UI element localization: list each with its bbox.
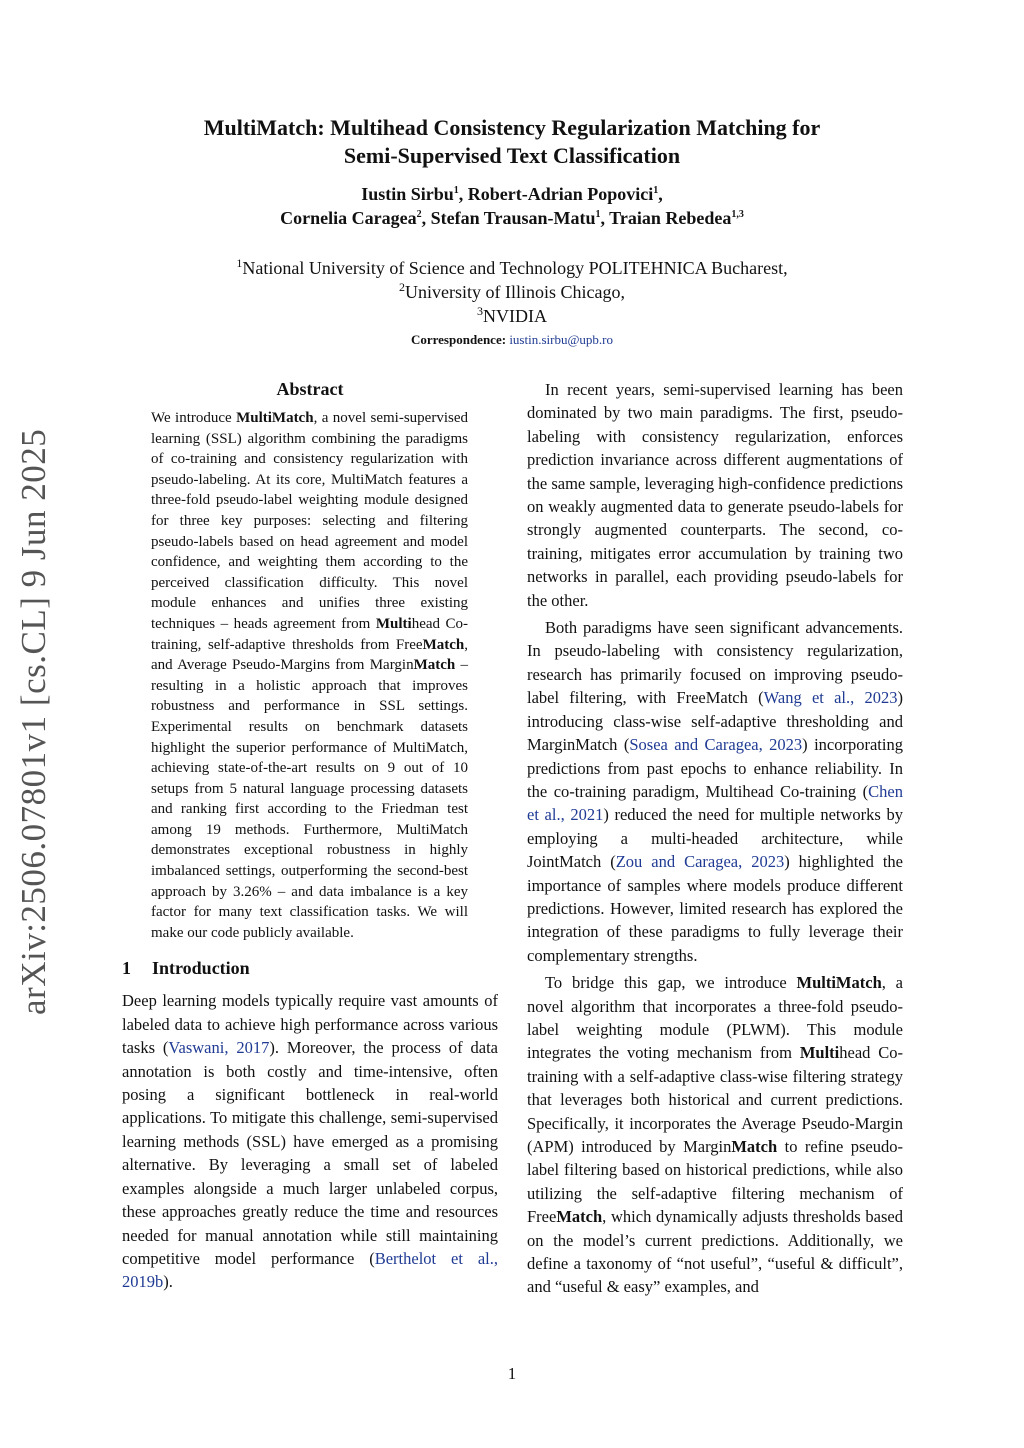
bold-text: Match	[556, 1207, 603, 1227]
arxiv-stamp: arXiv:2506.07801v1 [cs.CL] 9 Jun 2025	[14, 428, 53, 1015]
affiliation	[0, 256, 1024, 280]
author-name: Traian Rebedea	[609, 208, 732, 228]
affil-mark: 3	[477, 304, 483, 318]
section-number: 1	[122, 958, 131, 979]
section-heading-introduction	[122, 957, 498, 979]
body-paragraph	[527, 616, 903, 967]
right-column	[527, 378, 903, 1299]
affiliation	[0, 304, 1024, 328]
body-text: head Co-training with a self-adaptive class-wise filtering strategy that leverages both historical and current predictions. Specifically, it incorporates the Average Pseudo-Margin (APM) introduced by Margin	[527, 1043, 903, 1156]
body-text: ). Moreover, the process of data annotation is both costly and time-intensive, often posing a significant bottleneck in real-world applications. To mitigate this challenge, semi-supervised learning methods (SSL) have emerged as a promising alternative. By leveraging a small set of labeled examples alongside a much larger unlabeled corpus, these approaches greatly reduce the time and resources needed for manual annotation while still maintaining competitive model performance (	[122, 1038, 498, 1268]
author-name: Cornelia Caragea	[280, 208, 417, 228]
bold-text: Multi	[799, 1043, 840, 1063]
author-affil-mark: 2	[416, 209, 422, 220]
author-line-1: Iustin Sirbu$^1$, Robert-Adrian Popovici$^1$,	[361, 184, 663, 204]
citation-link[interactable]: Chen et al., 2021	[527, 781, 903, 825]
abstract-body	[151, 408, 468, 943]
abstract-text: head Co-training, self-adaptive thresholds from Free	[151, 615, 468, 653]
bold-text: MultiMatch	[796, 973, 882, 993]
author-affil-mark: 1,3	[731, 209, 744, 220]
affil-mark: 1	[236, 256, 243, 270]
section-title: Introduction	[152, 958, 250, 979]
author-name: Stefan Trausan-Matu	[430, 208, 596, 228]
citation-link[interactable]: Zou and Caragea, 2023	[615, 852, 785, 872]
affil-text: NVIDIA	[483, 306, 547, 326]
abstract-heading: Abstract	[276, 379, 344, 399]
abstract-text: , a novel semi-supervised learning (SSL) algorithm combining the paradigms of co-training and consistency regularization with pseudo-labeling. At its core, MultiMatch features a three-fold pseudo-label weighting module designed for three key purposes: selecting and filtering pseudo-labels based on head agreement and model confidence, and weighting them according to the perceived classification difficulty. This novel module enhances and unifies three existing techniques – heads agreement from	[151, 410, 468, 632]
body-text: , a novel algorithm that incorporates a three-fold pseudo-label weighting module (PLWM). This module integrates the voting mechanism from	[527, 973, 904, 1063]
author-line-2: Cornelia Caragea$^2$, Stefan Trausan-Matu$^1$, Traian Rebedea$^{1,3}$	[280, 208, 744, 228]
abstract-bold: Match	[413, 657, 456, 674]
body-text: To bridge this gap, we introduce	[545, 973, 797, 993]
body-paragraph: In recent years, semi-supervised learning has been dominated by two main paradigms. The first, pseudo-labeling with consistency regularization, enforces prediction invariance across different augmentations of the same sample, leveraging high-confidence predictions on weakly augmented data to generate pseudo-labels for strongly augmented counterparts. The second, co-training, mitigates error accumulation by training two networks in parallel, each providing pseudo-labels for the other.	[527, 380, 903, 610]
page-number: 1	[507, 1364, 517, 1383]
author-affil-mark: 1	[595, 209, 601, 220]
correspondence-label: Correspondence:	[410, 332, 507, 347]
author-affil-mark: 1	[653, 185, 659, 196]
correspondence	[0, 332, 1024, 348]
intro-paragraph	[122, 989, 498, 1293]
citation-link[interactable]: Vaswani, 2017	[168, 1038, 270, 1058]
affil-mark: 2	[399, 280, 405, 294]
affil-text: University of Illinois Chicago,	[405, 282, 625, 302]
abstract-bold: Multi	[375, 615, 412, 632]
abstract-text: We introduce	[151, 410, 237, 426]
abstract-text: , and Average Pseudo-Margins from Margin	[151, 636, 468, 674]
abstract-bold: Match	[422, 636, 465, 653]
bold-text: Match	[731, 1137, 778, 1156]
abstract-text: – resulting in a holistic approach that improves robustness and performance in SSL settings. Experimental results on benchmark datasets highlight the superior performance of MultiMatch, achieving state-of-the-art results on 9 out of 10 setups from 5 natural language processing datasets and ranking first according to the Friedman test among 19 methods. Furthermore, MultiMatch demonstrates exceptional robustness in highly imbalanced settings, outperforming the second-best approach by 3.26% – and data imbalance is a key factor for many text classification tasks. We will make our code publicly available.	[151, 657, 468, 941]
body-text: to refine pseudo-label filtering based on historical predictions, while also utilizing the self-adaptive filtering mechanism of Free	[527, 1137, 903, 1227]
body-text: , which dynamically adjusts thresholds based on the model’s current predictions. Additionally, we define a taxonomy of “not useful”, “useful & difficult”, and “useful & easy” examples, and	[527, 1207, 903, 1297]
body-text: Both paradigms have seen significant advancements. In pseudo-labeling with consistency regularization, research has primarily focused on improving pseudo-label filtering, with FreeMatch (	[527, 618, 903, 708]
body-text: ).	[163, 1272, 173, 1292]
body-text: Deep learning models typically require vast amounts of labeled data to achieve high performance across various tasks (	[122, 991, 498, 1058]
body-text: ) incorporating predictions from past epochs to enhance reliability. In the co-training paradigm, Multihead Co-training (	[527, 735, 903, 801]
body-text: ) introducing class-wise self-adaptive thresholding and MarginMatch (	[527, 688, 903, 755]
title-line-1: MultiMatch: Multihead Consistency Regularization Matching for	[203, 115, 821, 140]
abstract-bold: MultiMatch	[236, 410, 314, 426]
body-text: ) highlighted the importance of samples where models produce different predictions. However, limited research has explored the integration of these paradigms to fully leverage their complementary strengths.	[527, 852, 903, 965]
author-name: Iustin Sirbu	[361, 184, 454, 204]
left-column	[122, 378, 498, 1294]
email-link[interactable]: iustin.sirbu@upb.ro	[509, 332, 614, 347]
citation-link[interactable]: Wang et al., 2023	[763, 688, 898, 708]
affil-text: National University of Science and Technology POLITEHNICA Bucharest,	[242, 258, 788, 278]
body-paragraph	[527, 971, 903, 1299]
affiliations	[0, 256, 1024, 328]
affiliation	[0, 280, 1024, 304]
author-affil-mark: 1	[453, 185, 459, 196]
citation-link[interactable]: Berthelot et al., 2019b	[122, 1248, 498, 1292]
author-name: Robert-Adrian Popovici	[467, 184, 654, 204]
body-text: ) reduced the need for multiple networks by employing a multi-headed architecture, while JointMatch (	[527, 805, 903, 872]
title-line-2: Semi-Supervised Text Classification	[343, 143, 681, 168]
author-list	[0, 182, 1024, 230]
citation-link[interactable]: Sosea and Caragea, 2023	[629, 735, 803, 755]
paper-title	[0, 114, 1024, 170]
